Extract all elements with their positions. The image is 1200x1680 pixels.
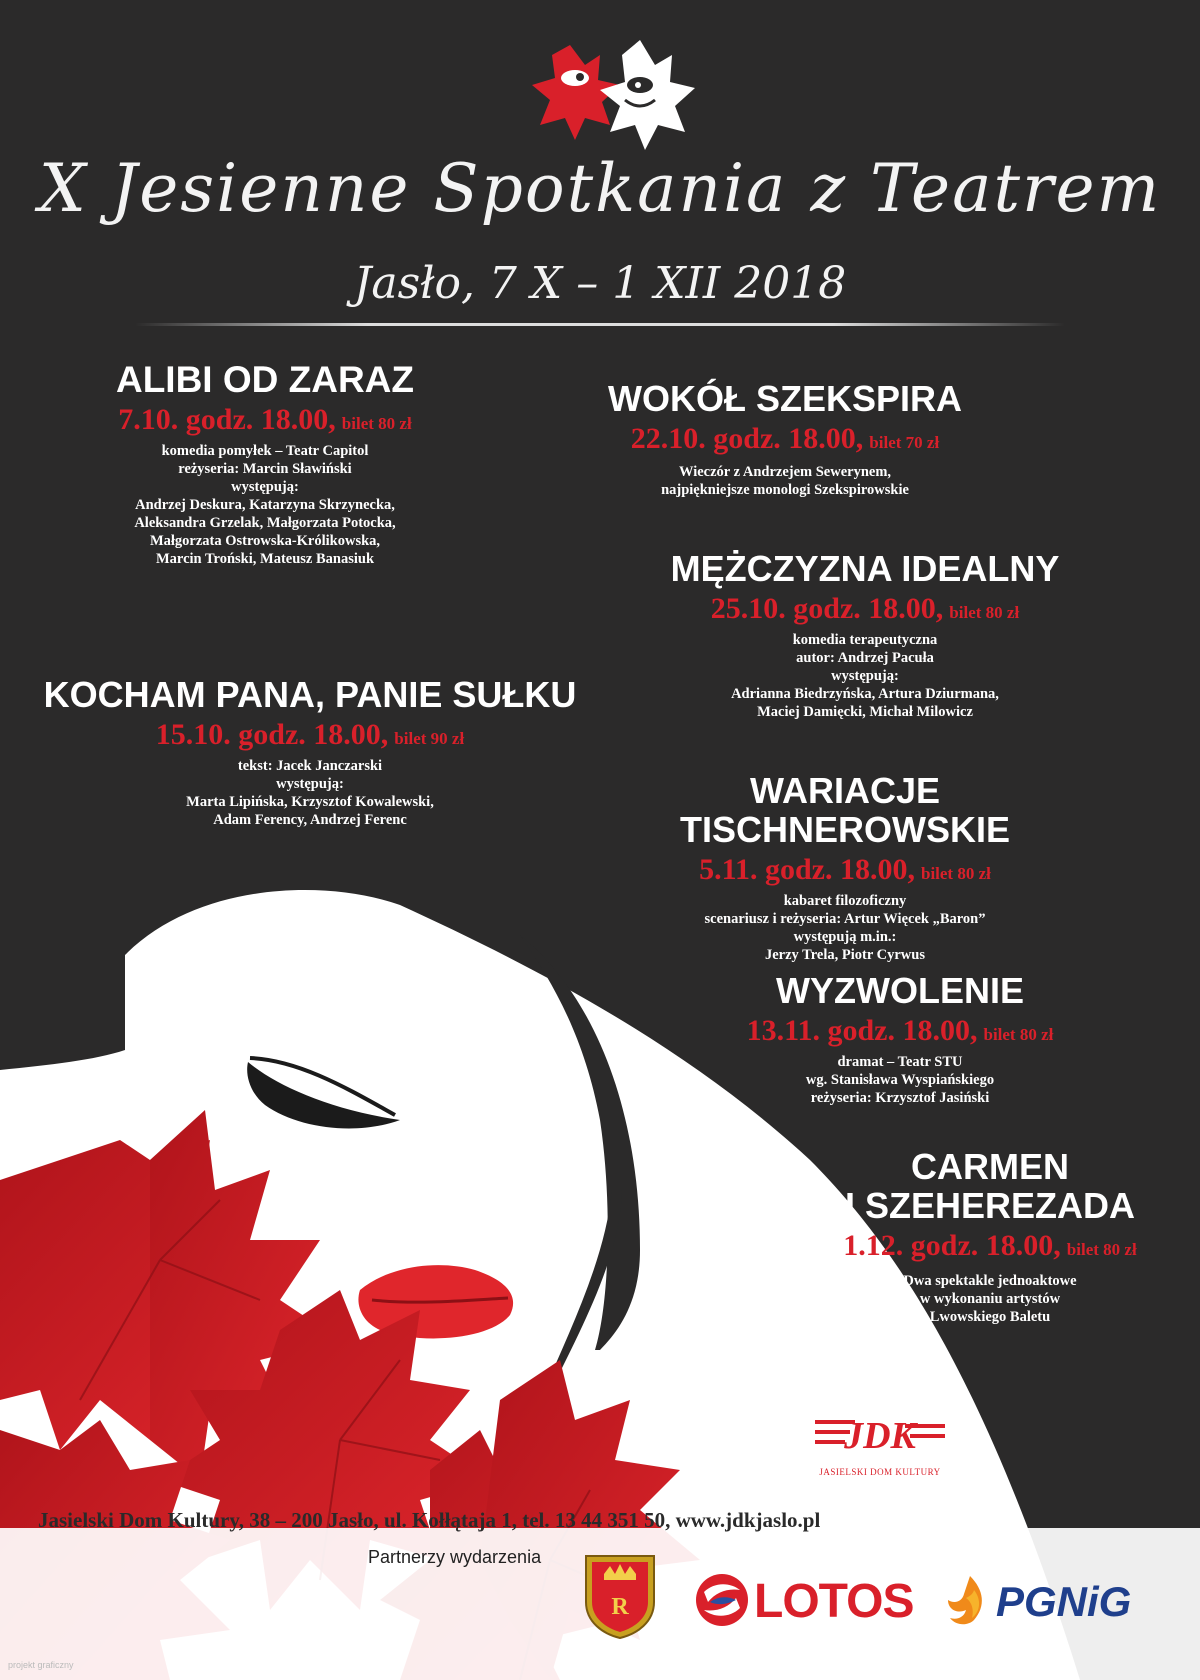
event-detail-line: występują: (276, 775, 344, 792)
event-details (810, 1272, 1170, 1326)
svg-text:R: R (611, 1594, 629, 1620)
organizer-address: Jasielski Dom Kultury, 38 – 200 Jasło, ul. Kołłątaja 1, tel. 13 44 351 50, www.jdkjaslo.pl (38, 1508, 821, 1532)
design-credit: projekt graficzny (8, 1660, 74, 1670)
event-details (690, 1053, 1110, 1107)
coat-of-arms-icon (582, 1552, 658, 1640)
event-title: WYZWOLENIE (776, 970, 1024, 1011)
event-detail-line: w wykonaniu artystów (919, 1290, 1061, 1307)
event-details (640, 631, 1090, 721)
event-details (65, 442, 465, 568)
event-details (30, 757, 590, 829)
event-title: WARIACJE TISCHNEROWSKIE (679, 770, 1010, 850)
event-details (580, 463, 990, 499)
event-title: WOKÓŁ SZEKSPIRA (607, 378, 962, 419)
event-ticket-price: bilet 90 zł (394, 728, 465, 748)
event-detail-line: występują: (831, 667, 899, 684)
title-divider (135, 323, 1065, 326)
event-detail-line: Marta Lipińska, Krzysztof Kowalewski, (186, 793, 434, 810)
event-date (640, 591, 1090, 627)
event-alibi-od-zaraz (65, 360, 465, 568)
event-wokol-szekspira (580, 380, 990, 499)
event-date (30, 717, 590, 753)
partners-label: Partnerzy wydarzenia (368, 1547, 542, 1567)
event-details (585, 892, 1105, 964)
pgnig-flame-icon (940, 1572, 992, 1628)
event-detail-line: wg. Stanisława Wyspiańskiego (805, 1071, 995, 1088)
event-title: ALIBI OD ZARAZ (115, 359, 415, 400)
jdk-logo-caption: JASIELSKI DOM KULTURY (819, 1467, 941, 1477)
event-date (65, 402, 465, 438)
event-detail-line: Dwa spektakle jednoaktowe (903, 1272, 1077, 1289)
event-detail-line: komedia pomyłek – Teatr Capitol (161, 442, 369, 459)
event-date-time: 1.12. godz. 18.00, (843, 1228, 1061, 1262)
event-detail-line: komedia terapeutyczna (792, 631, 938, 648)
event-ticket-price: bilet 80 zł (949, 602, 1020, 622)
event-detail-line: kabaret filozoficzny (783, 892, 907, 909)
event-detail-line: Małgorzata Ostrowska-Królikowska, (149, 532, 381, 549)
event-detail-line: występują: (231, 478, 299, 495)
event-title-second-line: I SZEHEREZADA (844, 1184, 1136, 1226)
event-detail-line: Wieczór z Andrzejem Sewerynem, (678, 463, 892, 480)
event-detail-line: reżyseria: Krzysztof Jasiński (810, 1089, 990, 1106)
event-title: KOCHAM PANA, PANIE SUŁKU (43, 674, 577, 715)
event-date (585, 852, 1105, 888)
event-detail-line: Adam Ferency, Andrzej Ferenc (213, 811, 407, 828)
event-carmen-i-szeherezada (810, 1148, 1170, 1326)
event-mezczyzna-idealny (640, 550, 1090, 721)
event-detail-line: Lwowskiego Baletu (929, 1308, 1051, 1325)
event-ticket-price: bilet 80 zł (920, 863, 991, 883)
festival-emblem (532, 40, 695, 150)
event-detail-line: występują m.in.: (793, 928, 897, 945)
event-detail-line: najpiękniejsze monologi Szekspirowskie (661, 481, 909, 498)
event-detail-line: dramat – Teatr STU (837, 1053, 963, 1070)
jdk-logo-letters: JDK (844, 1415, 916, 1457)
event-ticket-price: bilet 80 zł (341, 413, 412, 433)
event-detail-line: reżyseria: Marcin Sławiński (178, 460, 352, 477)
event-detail-line: tekst: Jacek Janczarski (237, 757, 383, 774)
event-date (690, 1013, 1110, 1049)
lotos-wordmark: LOTOS (754, 1575, 914, 1628)
event-detail-line: scenariusz i reżyseria: Artur Więcek „Baron” (704, 910, 986, 927)
event-date-time: 5.11. godz. 18.00, (699, 852, 915, 886)
event-detail-line: Andrzej Deskura, Katarzyna Skrzynecka, (135, 496, 395, 513)
event-date-time: 13.11. godz. 18.00, (746, 1013, 978, 1047)
event-ticket-price: bilet 70 zł (869, 432, 940, 452)
event-date (580, 421, 990, 457)
event-detail-line: Marcin Troński, Mateusz Banasiuk (155, 550, 375, 567)
event-detail-line: Maciej Damięcki, Michał Milowicz (757, 703, 973, 720)
festival-dates: Jasło, 7 X – 1 XII 2018 (353, 258, 847, 309)
festival-title: X Jesienne Spotkania z Teatrem (38, 150, 1162, 227)
event-ticket-price: bilet 80 zł (983, 1024, 1054, 1044)
event-date-time: 25.10. godz. 18.00, (710, 591, 944, 625)
event-detail-line: Adrianna Biedrzyńska, Artura Dziurmana, (731, 685, 999, 702)
event-kocham-pana-panie-sulku (30, 676, 590, 829)
event-detail-line: autor: Andrzej Pacuła (796, 649, 934, 666)
jdk-logo (805, 1410, 955, 1486)
event-wariacje-tischnerowskie (585, 772, 1105, 964)
lotos-logo-icon (694, 1572, 754, 1628)
event-date (810, 1228, 1170, 1264)
event-title: CARMEN (911, 1146, 1069, 1187)
event-detail-line: Jerzy Trela, Piotr Cyrwus (764, 946, 925, 963)
partner-logo-herb (582, 1552, 658, 1640)
event-date-time: 7.10. godz. 18.00, (118, 402, 336, 436)
event-title: MĘŻCZYZNA IDEALNY (670, 548, 1060, 589)
pgnig-wordmark: PGNiG (996, 1578, 1132, 1625)
event-wyzwolenie (690, 972, 1110, 1107)
partner-logo-pgnig (940, 1572, 1160, 1628)
partner-logo-lotos (694, 1572, 914, 1628)
event-date-time: 22.10. godz. 18.00, (630, 421, 864, 455)
event-date-time: 15.10. godz. 18.00, (155, 717, 389, 751)
event-detail-line: Aleksandra Grzelak, Małgorzata Potocka, (134, 514, 396, 531)
event-ticket-price: bilet 80 zł (1066, 1239, 1137, 1259)
